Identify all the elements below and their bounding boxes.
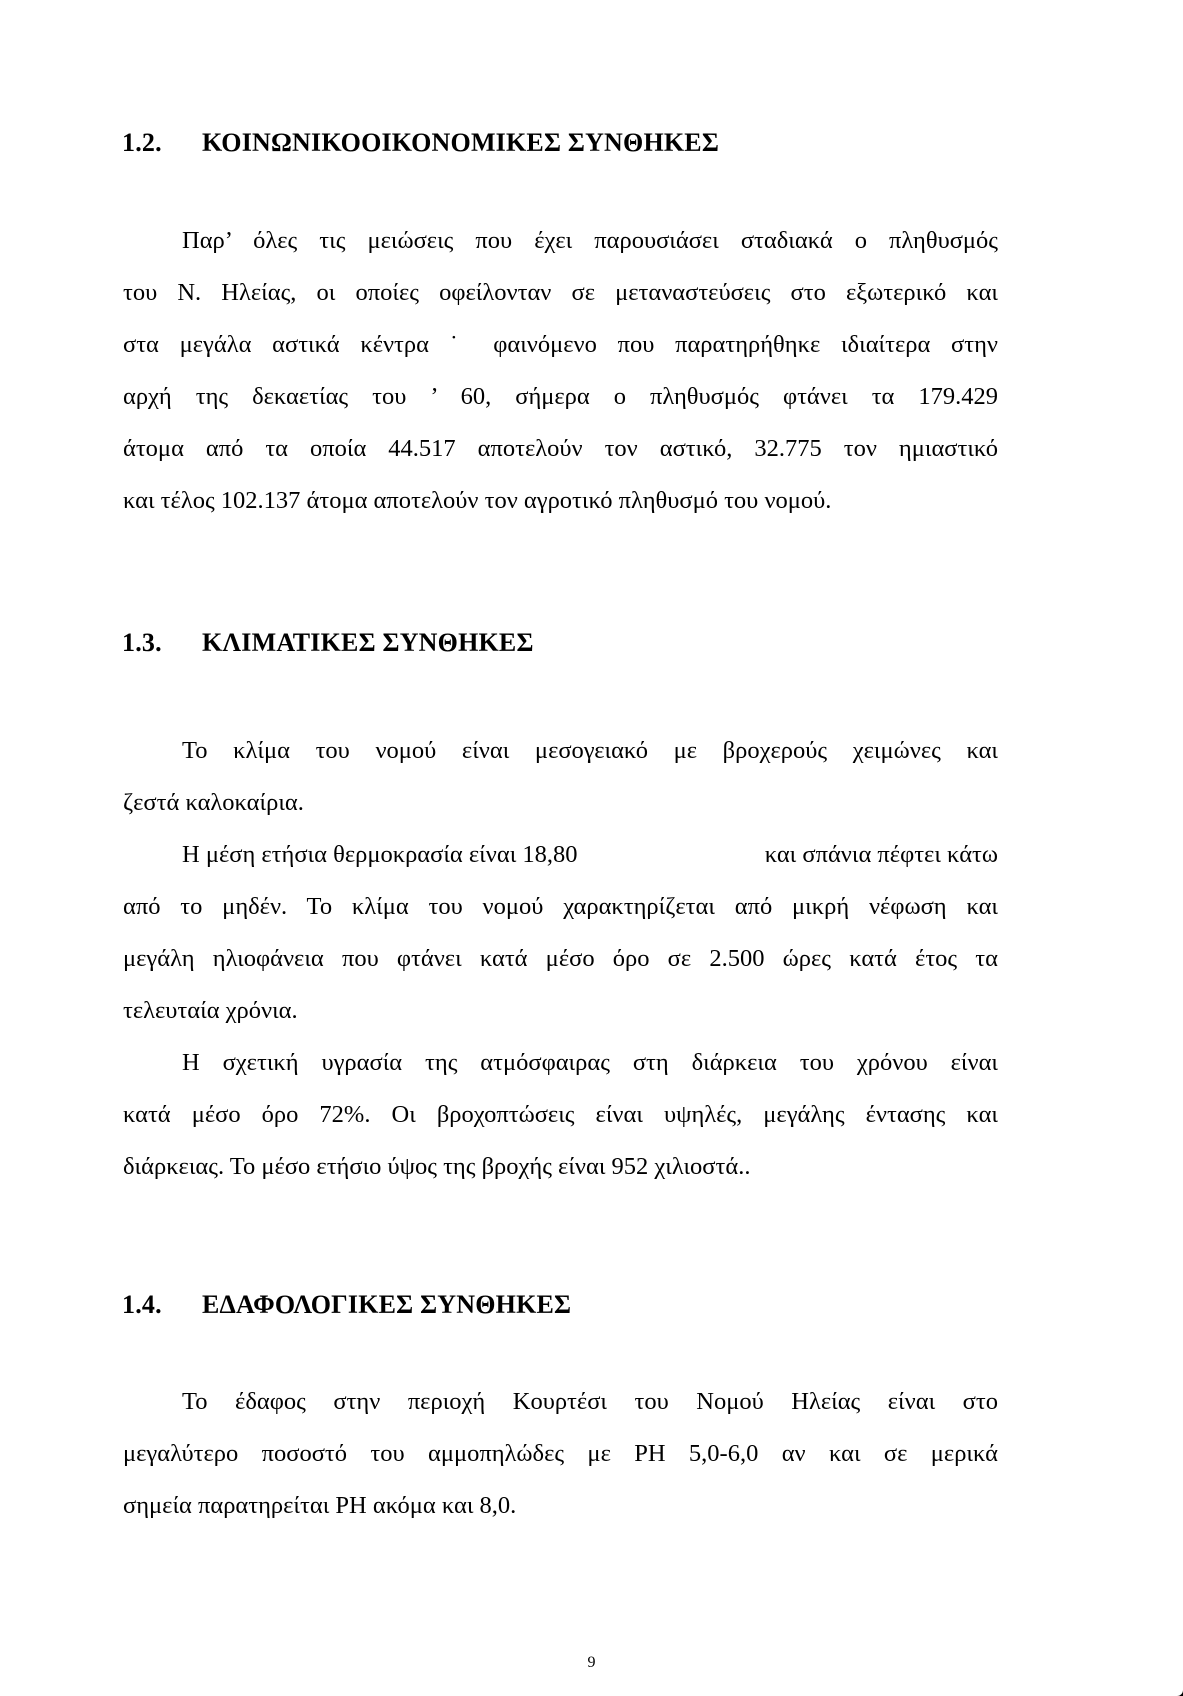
text-line: και τέλος 102.137 άτομα αποτελούν τον αγροτικό πληθυσμό του νομού.	[123, 487, 832, 514]
paragraph-temperature	[123, 829, 998, 1037]
section-heading-soil	[122, 1290, 571, 1320]
text-line: σημεία παρατηρείται PH ακόμα και 8,0.	[123, 1492, 517, 1519]
paragraph-soil	[123, 1376, 998, 1532]
section-title: ΚΟΙΝΩΝΙΚΟΟΙΚΟΝΟΜΙΚΕΣ ΣΥΝΘΗΚΕΣ	[202, 128, 720, 157]
section-title: ΚΛΙΜΑΤΙΚΕΣ ΣΥΝΘΗΚΕΣ	[202, 628, 534, 657]
text-line: από το μηδέν. Το κλίμα του νομού χαρακτηρίζεται από μικρή νέφωση και	[123, 893, 998, 920]
page-number: 9	[587, 1654, 596, 1671]
paragraph-climate-type	[123, 725, 998, 829]
text-line: του Ν. Ηλείας, οι οποίες οφείλονταν σε μεταναστεύσεις στο εξωτερικό και	[123, 279, 998, 306]
text-line: διάρκειας. Το μέσο ετήσιο ύψος της βροχής είναι 952 χιλιοστά..	[123, 1153, 751, 1180]
section-number: 1.2.	[122, 128, 162, 157]
paragraph-population	[123, 215, 998, 527]
text-line-split	[123, 829, 998, 881]
section-number: 1.3.	[122, 628, 162, 657]
text-line: κατά μέσο όρο 72%. Οι βροχοπτώσεις είναι υψηλές, μεγάλης έντασης και	[123, 1101, 998, 1128]
text-line: ζεστά καλοκαίρια.	[123, 789, 304, 816]
text-line: άτομα από τα οποία 44.517 αποτελούν τον αστικό, 32.775 τον ημιαστικό	[123, 435, 998, 462]
text-line: στα μεγάλα αστικά κέντρα ˙ φαινόμενο που παρατηρήθηκε ιδιαίτερα στην	[123, 331, 998, 358]
text-line: μεγάλη ηλιοφάνεια που φτάνει κατά μέσο όρο σε 2.500 ώρες κατά έτος τα	[123, 945, 998, 972]
text-line: Η σχετική υγρασία της ατμόσφαιρας στη διάρκεια του χρόνου είναι	[182, 1049, 998, 1076]
section-heading-socioeconomic	[122, 128, 719, 158]
section-heading-climate	[122, 628, 534, 658]
section-title: ΕΔΑΦΟΛΟΓΙΚΕΣ ΣΥΝΘΗΚΕΣ	[202, 1290, 572, 1319]
text-line: Το κλίμα του νομού είναι μεσογειακό με βροχερούς χειμώνες και	[182, 737, 998, 764]
text-line: τελευταία χρόνια.	[123, 997, 298, 1024]
paragraph-humidity	[123, 1037, 998, 1193]
text-segment: και σπάνια πέφτει κάτω	[764, 841, 998, 868]
text-line: αρχή της δεκαετίας του ’ 60, σήμερα ο πληθυσμός φτάνει τα 179.429	[123, 383, 998, 410]
section-number: 1.4.	[122, 1290, 162, 1319]
text-line: Παρ’ όλες τις μειώσεις που έχει παρουσιάσει σταδιακά ο πληθυσμός	[182, 227, 998, 254]
text-segment: Η μέση ετήσια θερμοκρασία είναι 18,80	[182, 841, 578, 868]
text-line: Το έδαφος στην περιοχή Κουρτέσι του Νομού Ηλείας είναι στο	[182, 1388, 998, 1415]
text-line: μεγαλύτερο ποσοστό του αμμοπηλώδες με PH 5,0-6,0 αν και σε μερικά	[123, 1440, 998, 1467]
